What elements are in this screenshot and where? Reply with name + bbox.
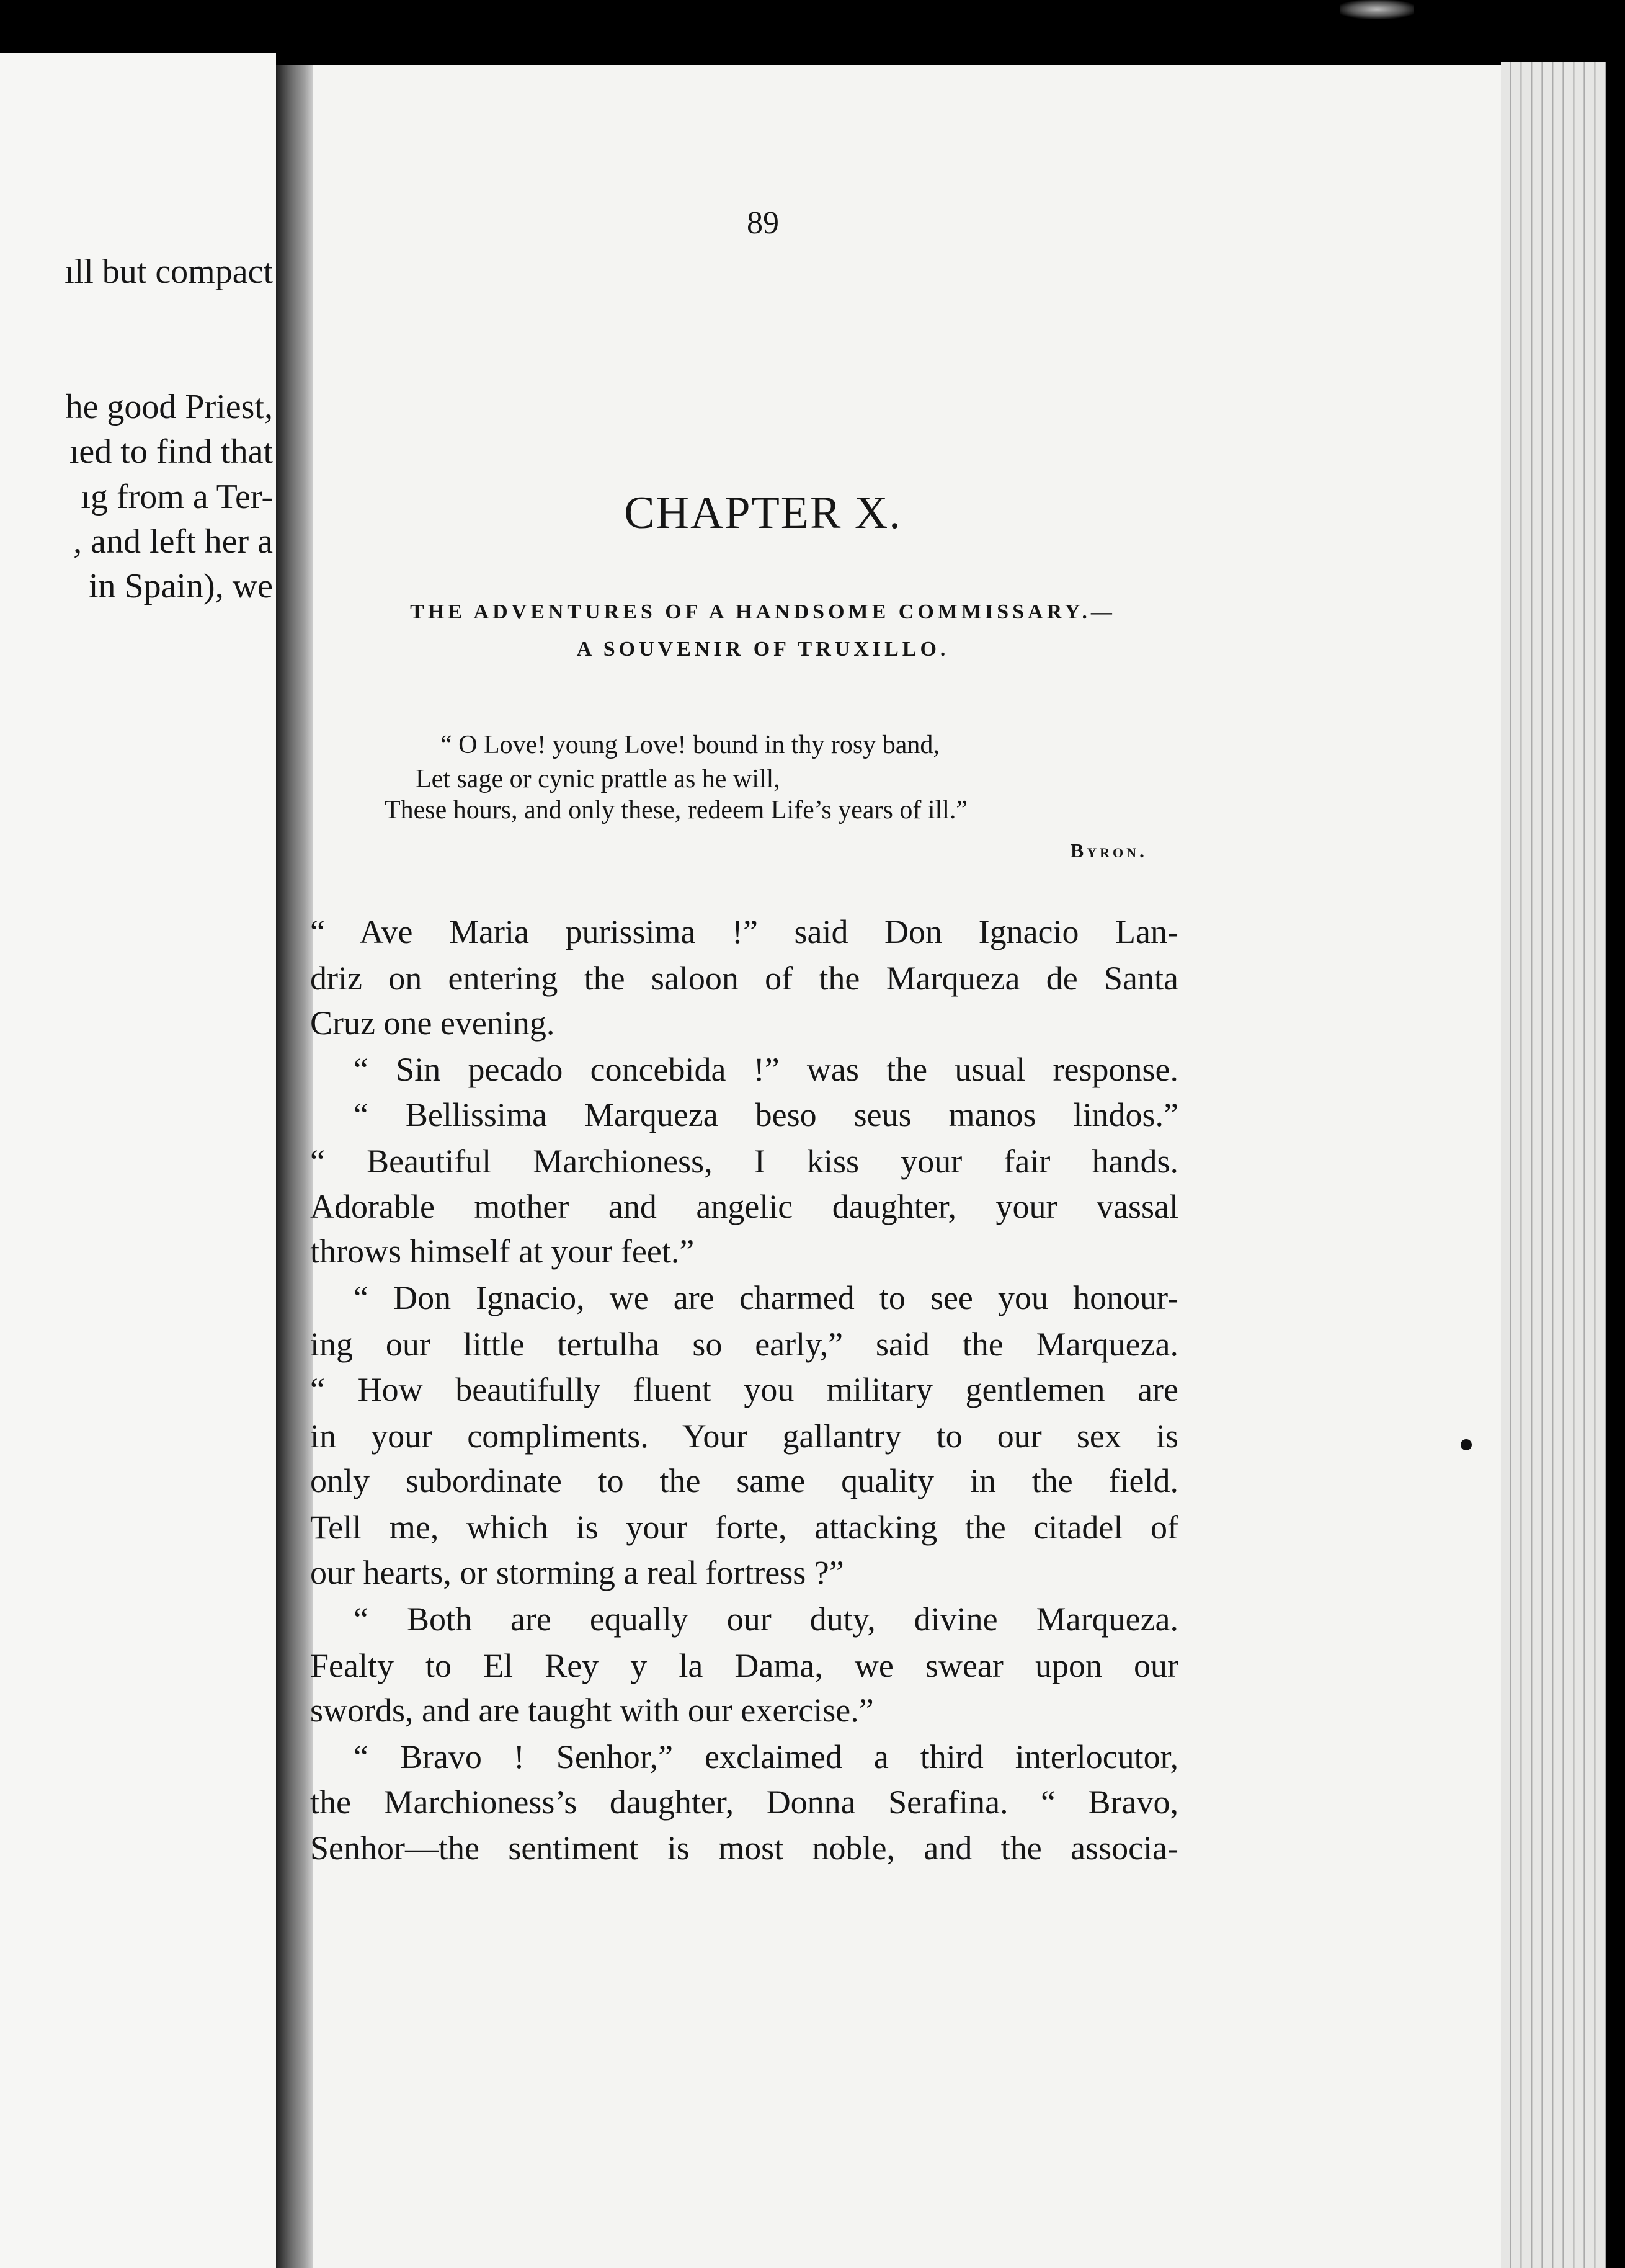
body-line: Senhor—the sentiment is most noble, and the associa- bbox=[310, 1829, 1178, 1867]
body-line: in your compliments. Your gallantry to our sex is bbox=[310, 1418, 1178, 1455]
body-line: throws himself at your feet.” bbox=[310, 1233, 695, 1270]
left-page bbox=[0, 53, 276, 2268]
left-page-line: ıll but compact bbox=[65, 252, 273, 291]
body-line: “ Both are equally our duty, divine Marqueza. bbox=[354, 1601, 1178, 1638]
body-line: “ Ave Maria purissima !” said Don Ignacio Lan- bbox=[310, 913, 1178, 950]
left-page-line: , and left her a bbox=[73, 522, 273, 561]
body-line: Cruz one evening. bbox=[310, 1004, 555, 1042]
body-line: driz on entering the saloon of the Marqueza de Santa bbox=[310, 960, 1178, 997]
body-line: the Marchioness’s daughter, Donna Serafina. “ Bravo, bbox=[310, 1784, 1178, 1821]
epigraph-line: “ O Love! young Love! bound in thy rosy band, bbox=[440, 731, 940, 759]
epigraph-line: These hours, and only these, redeem Life’s years of ill.” bbox=[385, 796, 968, 824]
chapter-subtitle-line: THE ADVENTURES OF A HANDSOME COMMISSARY.— bbox=[410, 600, 1116, 623]
body-line: Adorable mother and angelic daughter, your vassal bbox=[310, 1188, 1178, 1225]
edge-dot bbox=[1461, 1439, 1472, 1450]
epigraph-attribution: Byron. bbox=[1070, 839, 1147, 862]
body-line: Fealty to El Rey y la Dama, we swear upon our bbox=[310, 1647, 1178, 1684]
left-page-line: he good Priest, bbox=[65, 388, 273, 426]
scan-corner-mark bbox=[1340, 0, 1414, 19]
epigraph-line: Let sage or cynic prattle as he will, bbox=[416, 765, 780, 793]
body-line: ing our little tertulha so early,” said the Marqueza. bbox=[310, 1326, 1178, 1363]
book-gutter bbox=[276, 65, 313, 2268]
body-line: “ Bellissima Marqueza beso seus manos lindos.” bbox=[354, 1096, 1178, 1133]
body-line: our hearts, or storming a real fortress ?” bbox=[310, 1554, 844, 1591]
body-line: “ Sin pecado concebida !” was the usual response. bbox=[354, 1051, 1178, 1088]
left-page-line: ıg from a Ter- bbox=[81, 478, 273, 516]
page-edges bbox=[1501, 62, 1606, 2268]
body-line: “ How beautifully fluent you military gentlemen are bbox=[310, 1371, 1178, 1408]
left-page-line: ıed to find that bbox=[69, 432, 273, 471]
chapter-title: CHAPTER X. bbox=[624, 488, 902, 538]
body-line: swords, and are taught with our exercise.” bbox=[310, 1692, 874, 1729]
body-line: “ Bravo ! Senhor,” exclaimed a third interlocutor, bbox=[354, 1738, 1178, 1775]
left-page-line: in Spain), we bbox=[88, 567, 273, 605]
body-line: only subordinate to the same quality in the field. bbox=[310, 1462, 1178, 1499]
body-line: “ Beautiful Marchioness, I kiss your fair hands. bbox=[310, 1143, 1178, 1180]
page-number: 89 bbox=[747, 205, 779, 241]
body-line: “ Don Ignacio, we are charmed to see you honour- bbox=[354, 1279, 1178, 1316]
chapter-subtitle-line: A SOUVENIR OF TRUXILLO. bbox=[576, 638, 950, 661]
body-line: Tell me, which is your forte, attacking the citadel of bbox=[310, 1509, 1178, 1546]
